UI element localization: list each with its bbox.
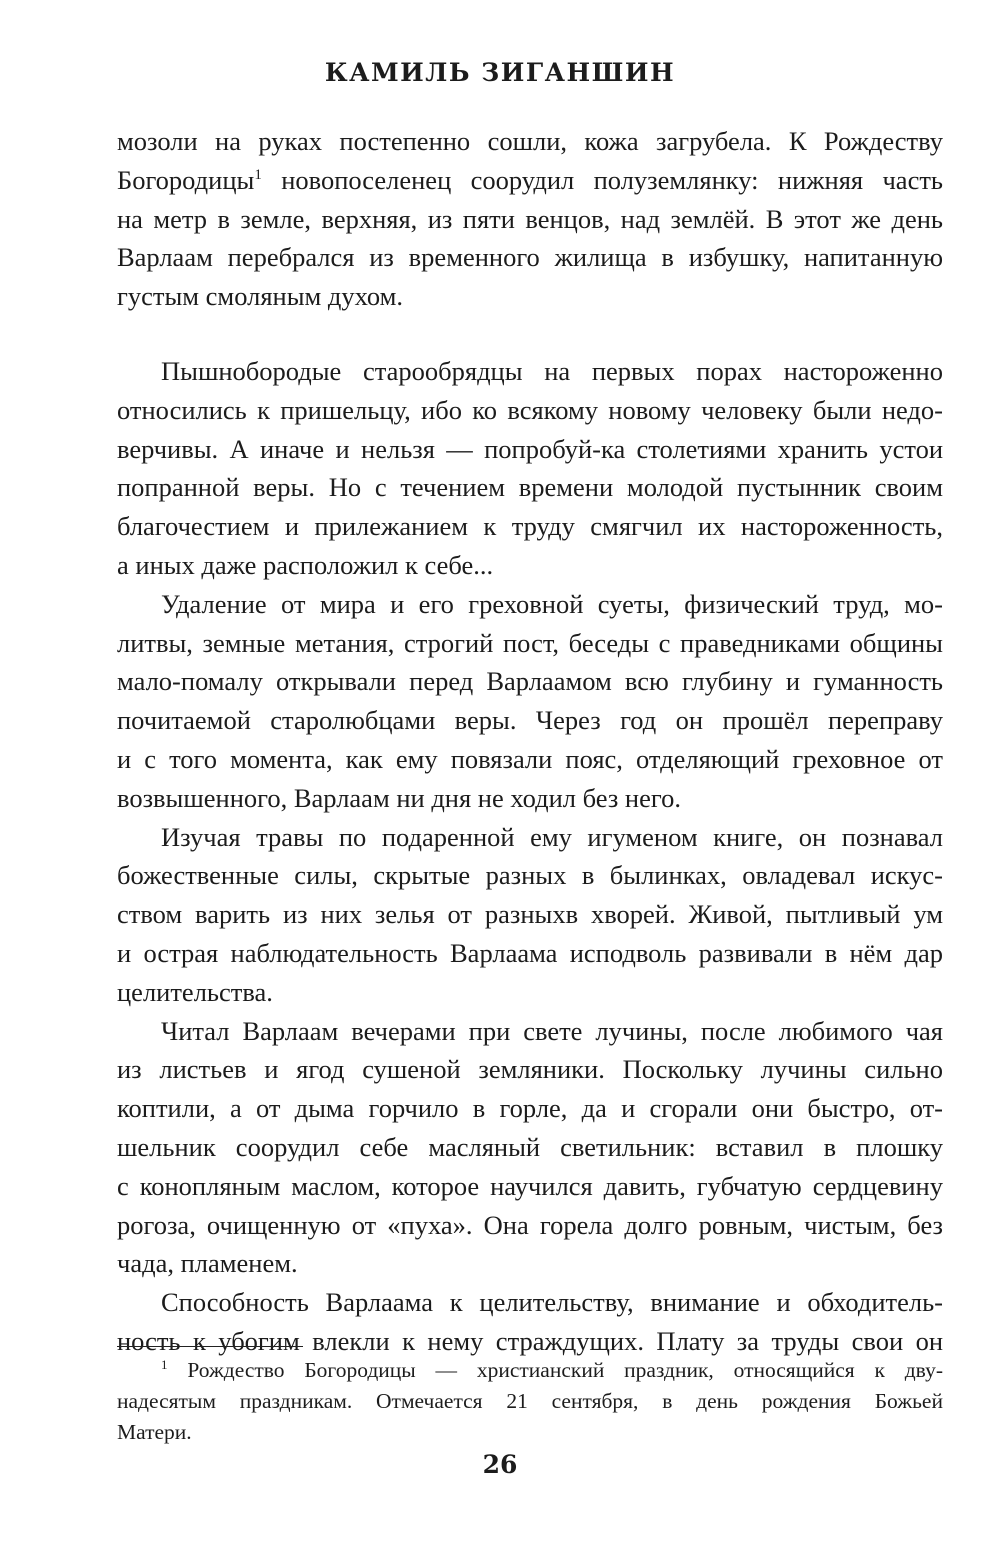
text-line: почитаемой старолюбцами веры. Через год он прошёл переправу (117, 705, 943, 736)
paragraph (117, 818, 943, 1012)
text-line: коптили, а от дыма горчило в горле, да и сгорали они быстро, от- (117, 1093, 943, 1124)
body-text (117, 122, 943, 1361)
text-segment: новопоселенец соорудил полуземлянку: нижняя часть (261, 164, 943, 195)
text-line: верчивы. А иначе и нельзя — попробуй-ка столетиями хранить устои (117, 433, 943, 464)
text-line: попранной веры. Но с течением времени молодой пустынник своим (117, 472, 943, 503)
text-line: благочестием и прилежанием к труду смягчил их настороженность, (117, 511, 943, 542)
text-line: из листьев и ягод сушеной земляники. Поскольку лучины сильно (117, 1054, 943, 1085)
footnote-line: надесятым праздникам. Отмечается 21 сентября, в день рождения Божьей (117, 1389, 943, 1413)
paragraph (117, 1012, 943, 1284)
text-line: Способность Варлаама к целительству, внимание и обходитель- (161, 1287, 943, 1318)
text-line: Читал Варлаам вечерами при свете лучины, после любимого чая (161, 1015, 943, 1046)
text-line: целительства. (117, 976, 273, 1007)
footnote-marker[interactable]: 1 (254, 166, 262, 183)
section-break (117, 316, 943, 352)
footnotes (117, 1355, 943, 1448)
text-line: и острая наблюдательность Варлаама исподволь развивали в нём дар (117, 937, 943, 968)
text-line: ством варить из них зелья от разныхв хворей. Живой, пытливый ум (117, 899, 943, 930)
text-line: рогоза, очищенную от «пуха». Она горела долго ровным, чистым, без (117, 1209, 943, 1240)
footnote-separator (117, 1346, 303, 1347)
footnote-marker: 1 (161, 1356, 168, 1372)
text-line: ность к убогим влекли к нему страждущих. Плату за труды свои он (117, 1325, 943, 1356)
paragraph (117, 585, 943, 818)
text-line: чада, пламенем. (117, 1248, 298, 1279)
text-line: Пышнобородые старообрядцы на первых порах настороженно (161, 355, 943, 386)
text-line: Варлаам перебрался из временного жилища в избушку, напитанную (117, 242, 943, 273)
footnote-text: Рождество Богородицы — христианский праздник, относящийся к дву- (187, 1358, 944, 1382)
text-line: и с того момента, как ему повязали пояс, отделяющий греховное от (117, 743, 943, 774)
text-line: на метр в земле, верхняя, из пяти венцов, над землёй. В этот же день (117, 203, 943, 234)
running-head: КАМИЛЬ ЗИГАНШИН (324, 58, 676, 87)
page-number: 26 (482, 1450, 518, 1479)
text-line: литвы, земные метания, строгий пост, беседы с праведниками общины (117, 627, 943, 658)
text-segment: Богородицы (117, 164, 255, 195)
paragraph (117, 352, 943, 585)
paragraph (117, 122, 943, 316)
text-line: божественные силы, скрытые разных в былинках, овладевал искус- (117, 860, 943, 891)
text-line: возвышенного, Варлаам ни дня не ходил без него. (117, 782, 681, 813)
text-line: Удаление от мира и его греховной суеты, физический труд, мо- (161, 588, 943, 619)
text-line: с конопляным маслом, которое научился давить, губчатую сердцевину (117, 1170, 943, 1201)
text-line: мало-помалу открывали перед Варлаамом всю глубину и гуманность (117, 666, 943, 697)
text-line: а иных даже расположил к себе... (117, 549, 494, 580)
text-line: Изучая травы по подаренной ему игуменом книге, он познавал (161, 821, 943, 852)
text-line: густым смоляным духом. (117, 281, 404, 312)
text-line (117, 161, 943, 200)
paragraph (117, 1283, 943, 1361)
footnote-line: Матери. (117, 1420, 192, 1444)
text-line: шельник соорудил себе масляный светильник: вставил в плошку (117, 1131, 943, 1162)
footnote-line (117, 1355, 943, 1386)
text-line: относились к пришельцу, ибо ко всякому новому человеку были недо- (117, 394, 943, 425)
footnote (117, 1355, 943, 1448)
text-line: мозоли на руках постепенно сошли, кожа загрубела. К Рождеству (117, 126, 943, 156)
